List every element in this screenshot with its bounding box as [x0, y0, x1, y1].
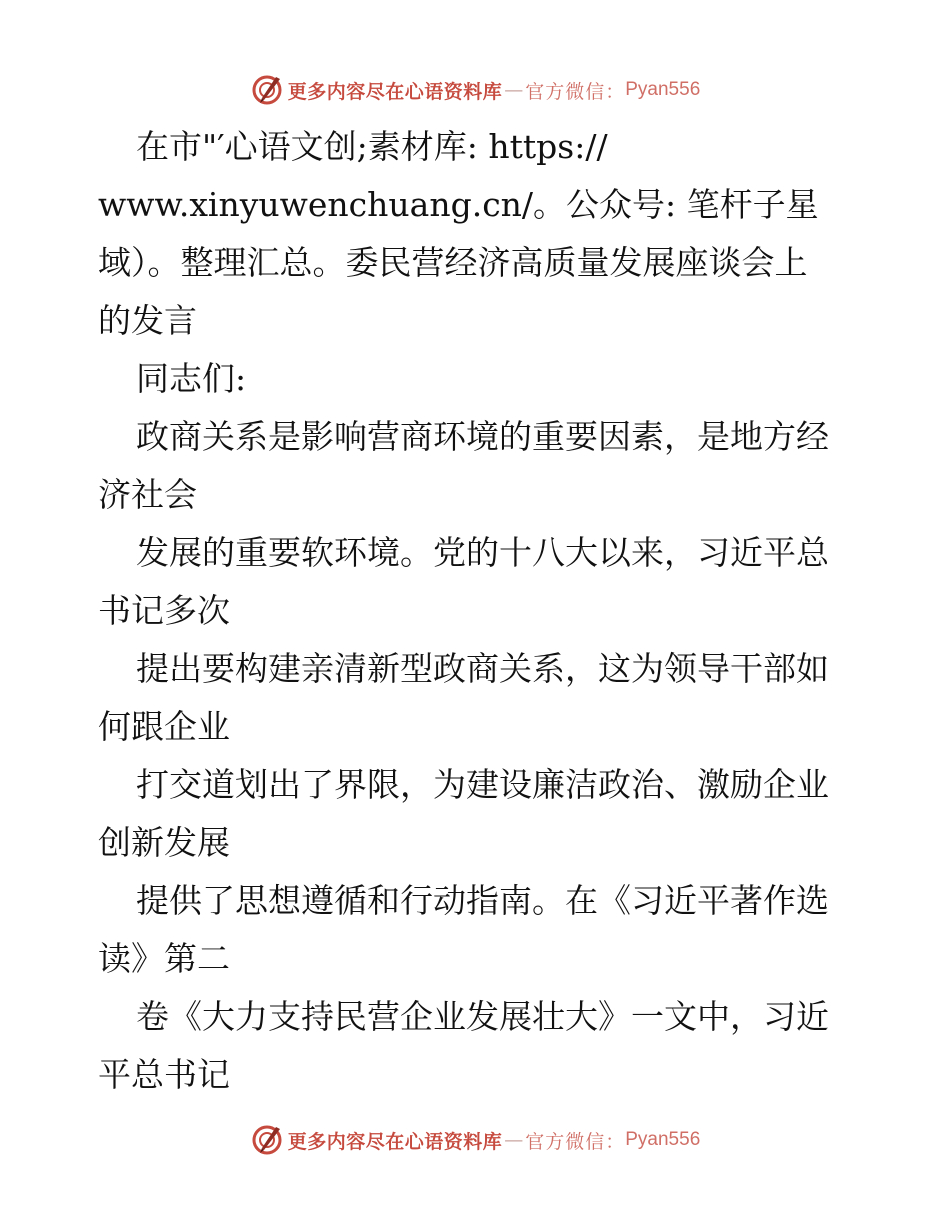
body-line: 提供了思想遵循和行动指南。在《习近平著作选: [136, 881, 829, 920]
body-line: 何跟企业: [98, 707, 230, 746]
header-wechat-label: 官方微信：: [525, 80, 626, 103]
document-body: [98, 118, 858, 1104]
body-line: 读》第二: [98, 939, 230, 978]
body-line: 卷《大力支持民营企业发展壮大》一文中，习近: [136, 997, 829, 1036]
header-banner: [0, 70, 950, 110]
quill-logo-icon: [250, 1123, 284, 1157]
salutation: 同志们:: [136, 359, 247, 398]
body-line: 发展的重要软环境。党的十八大以来，习近平总: [136, 533, 829, 572]
body-line: 济社会: [98, 475, 197, 514]
body-line: 书记多次: [98, 591, 230, 630]
footer-wechat-id: Pyan556: [625, 1129, 701, 1150]
body-line: 打交道划出了界限，为建设廉洁政治、激励企业: [136, 765, 829, 804]
header-promo-text: 更多内容尽在心语资料库: [287, 80, 503, 103]
body-line: 在市"′心语文创;素材库: https://: [136, 127, 608, 166]
body-line: 政商关系是影响营商环境的重要因素，是地方经: [136, 417, 829, 456]
header-wechat-id: Pyan556: [625, 79, 701, 100]
body-line: 提出要构建亲清新型政商关系，这为领导干部如: [136, 649, 829, 688]
body-line: 域）。整理汇总。委民营经济高质量发展座谈会上: [98, 243, 808, 282]
header-separator: —: [504, 79, 524, 101]
footer-separator: —: [504, 1129, 524, 1151]
footer-promo-text: 更多内容尽在心语资料库: [287, 1130, 503, 1153]
body-line: www.xinyuwenchuang.cn/。公众号: 笔杆子星: [98, 185, 819, 224]
quill-logo-icon: [250, 73, 284, 107]
footer-banner: [0, 1120, 950, 1160]
body-line: 平总书记: [98, 1055, 230, 1094]
body-line: 的发言: [98, 301, 197, 340]
body-line: 创新发展: [98, 823, 230, 862]
footer-wechat-label: 官方微信：: [525, 1130, 626, 1153]
